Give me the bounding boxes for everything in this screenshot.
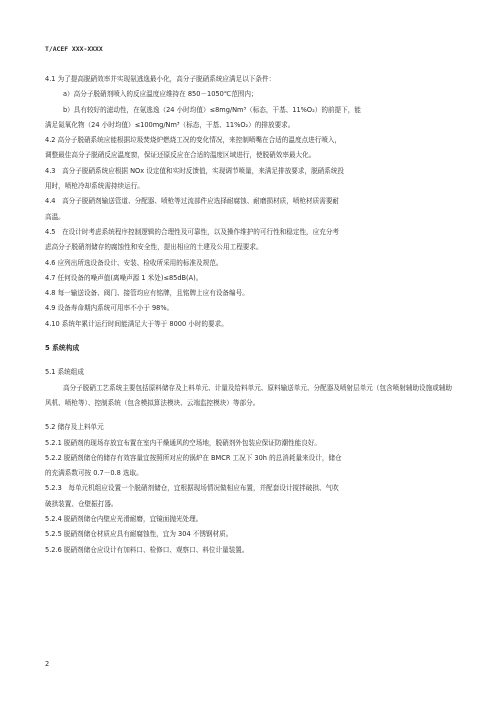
clause-4-1-b-line1: b）具有较好的滤动性，在氨逃逸（24 小时均值）≤8mg/Nm³（标态，干基、11%O₂）的前提下，能 (63, 105, 361, 114)
clause-4-1-a: a）高分子脱硝剂喷入的反应温度应维持在 850－1050℃范围内； (63, 90, 258, 99)
clause-4-3-line1: 4.3 高分子脱硝系统应根据 NOx 设定值和实时反馈值，实现调节喷量，来满足排放要求，脱硝系统投 (45, 166, 345, 175)
clause-4-1: 4.1 为了提高脱硝效率并实现氨逃逸最小化，高分子脱硝系统应满足以下条件： (45, 75, 276, 83)
clause-4-2-line1: 4.2 高分子脱硝系统应能根据垃圾焚烧炉燃烧工况的变化情况，来控制喷嘴在合适的温度点进行喷入， (45, 136, 342, 145)
clause-4-10: 4.10 系统年累计运行时间能满足大于等于 8000 小时的要求。 (45, 319, 228, 328)
subsection-5-1-heading: 5.1 系统组成 (45, 368, 84, 377)
clause-5-2-3-line1: 5.2.3 每单元机组应设置一个脱硝剂储仓，宜根据现场情况做相应布置，并配套设计搅拌破拱、气吹 (45, 484, 339, 493)
spacer (45, 356, 455, 365)
clause-5-2-1: 5.2.1 脱硝剂的现场存放宜布置在室内干燥通风的空场地，脱硝剂外包装应保证防潮性能良好。 (45, 438, 322, 447)
clause-4-8: 4.8 每一输送设备、阀门、接管均应有铭牌，且铭牌上应有设备编号。 (45, 289, 249, 298)
clause-5-2-2-line1: 5.2.2 脱硝剂储仓的储存有效容量宜按照所对应的锅炉在 BMCR 工况下 30h 的总消耗量来设计，储仓 (45, 453, 342, 462)
standard-code-header: T/ACEF XXX-XXXX (45, 45, 103, 53)
subsection-5-1-text: 高分子脱硝工艺系统主要包括原料储存及上料单元、计量及给料单元、原料输送单元、分配器及喷射层单元（包含喷射辅助设施或辅助风机、喷枪等）、控制系统（包含模拟算法模块、云端监控模块）等部分。 (45, 383, 453, 407)
clause-4-4-line1: 4.4 高分子脱硝剂输送管道、分配器、喷枪等过流部件应选择耐腐蚀、耐磨损材质，喷枪材质需要耐 (45, 197, 340, 206)
clause-5-2-6: 5.2.6 脱硝剂储仓应设计有加料口、检修口、观察口、料位计量装置。 (45, 545, 249, 554)
clause-4-1-b-line2: 满足氮氧化物（24 小时均值）≤100mg/Nm³（标态，干基、11%O₂）的排放要求。 (45, 120, 295, 129)
clause-5-2-2-line2: 的充满系数可按 0.7－0.8 选取。 (45, 469, 143, 478)
document-body (45, 72, 455, 558)
clause-5-2-4: 5.2.4 脱硝剂储仓内壁应光滑耐磨，宜镜面抛光处理。 (45, 515, 203, 524)
clause-4-6: 4.6 应列出所选设备设计、安装、检收所采用的标准及规范。 (45, 258, 223, 267)
clause-5-2-5: 5.2.5 脱硝剂储仓材质应具有耐腐蚀性，宜为 304 不锈钢材质。 (45, 530, 233, 539)
spacer (45, 411, 455, 420)
clause-4-5-line2: 虑高分子脱硝剂储存的腐蚀性和安全性，提出相应的土建及公用工程要求。 (45, 243, 263, 252)
subsection-5-2-heading: 5.2 储存及上料单元 (45, 423, 104, 432)
clause-4-2-line2: 调整最佳高分子脱硝反应温度窗，保证还原反应在合适的温度区域进行，使脱硝效率最大化。 (45, 151, 316, 160)
clause-4-5-line1: 4.5 在设计时考虑系统程序控制逻辑的合理性及可靠性，以及操作维护的可行性和稳定性，应充分考 (45, 227, 340, 236)
section-5-heading: 5 系统构成 (45, 344, 80, 353)
clause-4-7: 4.7 任何设备的噪声值(离噪声源 1 米处)≤85dB(A)。 (45, 273, 203, 282)
spacer (45, 332, 455, 341)
clause-5-2-3-line2: 破拱装置、仓壁振打器。 (45, 499, 118, 508)
clause-4-3-line2: 用时，喷枪冷却系统需持续运行。 (45, 182, 144, 191)
clause-4-4-line2: 高温。 (45, 212, 65, 221)
page-number: 2 (45, 660, 50, 668)
clause-4-9: 4.9 设备寿命期内系统可用率不小于 98%。 (45, 304, 174, 313)
